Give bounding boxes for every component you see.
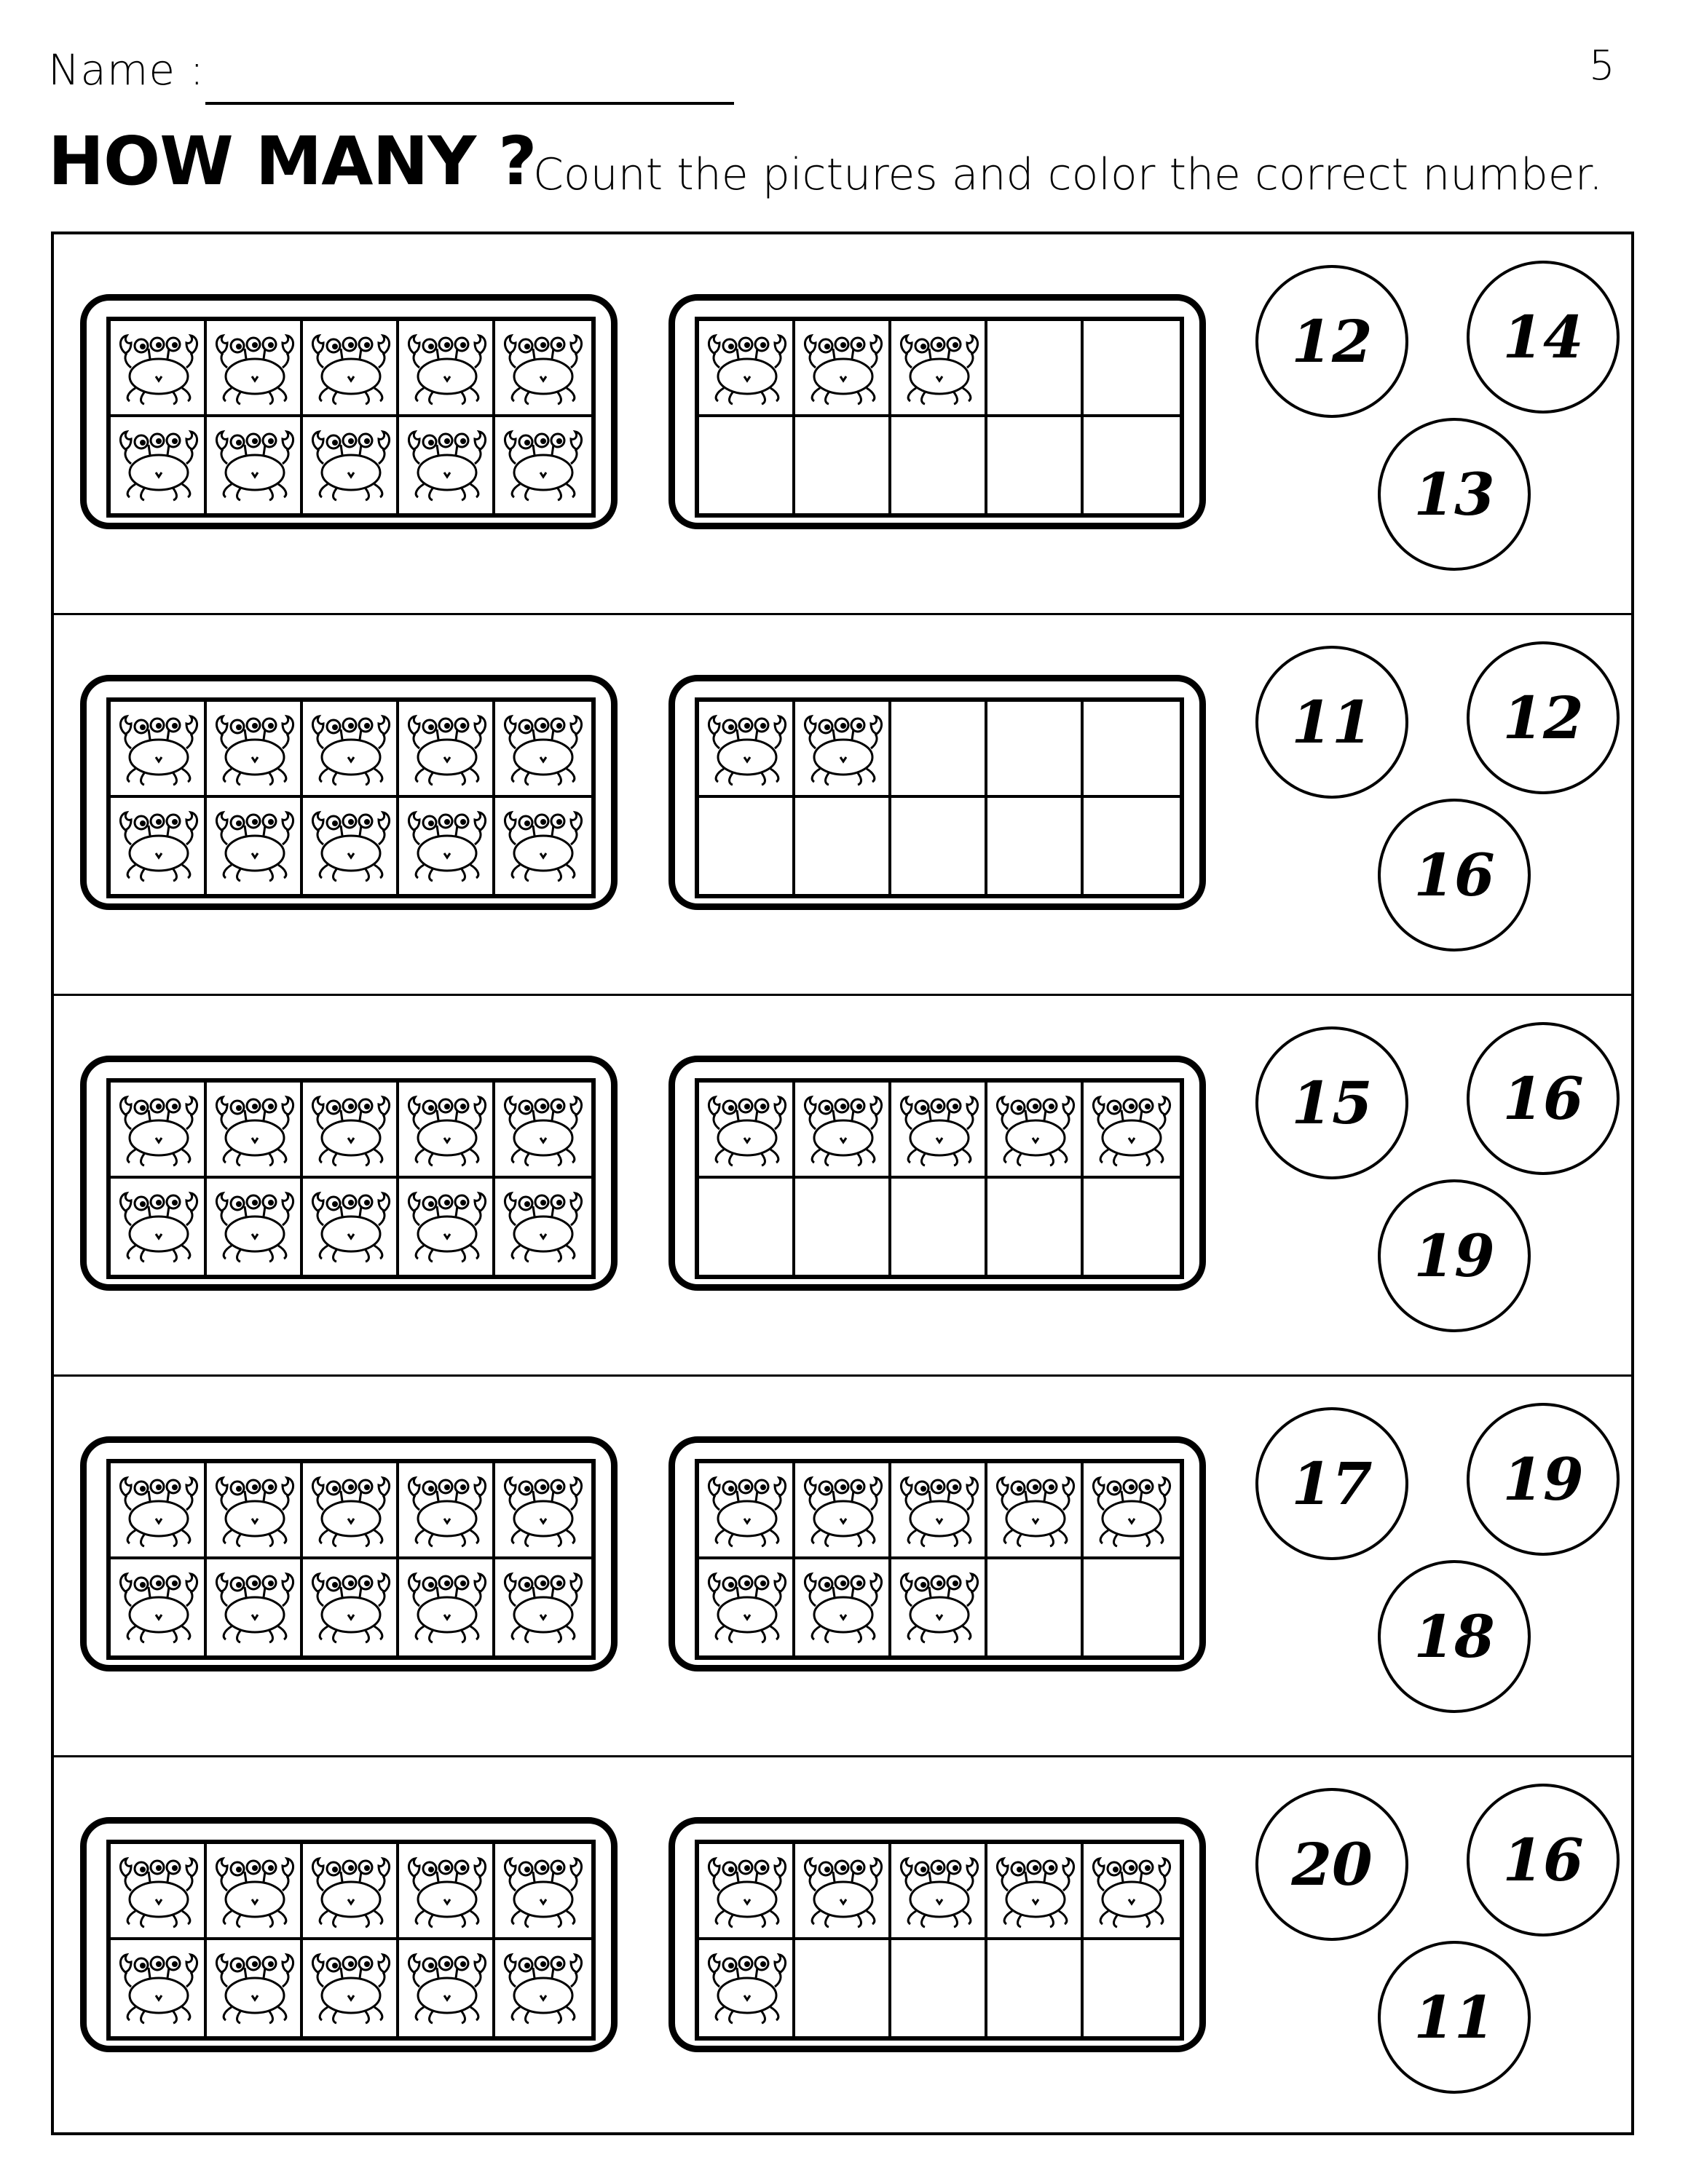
ten-frame-cell — [495, 1559, 591, 1655]
ten-frame-cell — [1084, 1940, 1180, 2036]
ten-frame-cell — [303, 1559, 399, 1655]
crab-icon — [500, 1090, 587, 1171]
crab-icon — [800, 1567, 887, 1648]
ten-frame-cell — [699, 1083, 795, 1179]
crab-icon — [896, 1851, 983, 1933]
ten-frame-cell — [399, 798, 495, 894]
ten-frame-cell — [207, 798, 303, 894]
crab-icon — [800, 1090, 887, 1171]
ten-frame-cell — [699, 1179, 795, 1275]
ten-frame-cell — [891, 417, 987, 513]
crab-icon — [403, 1090, 491, 1171]
ten-frame-cell — [891, 321, 987, 417]
ten-frame-cell — [699, 1559, 795, 1655]
ten-frame-cell — [111, 1559, 207, 1655]
ten-frame-cell — [495, 702, 591, 798]
crab-icon — [211, 805, 299, 887]
ten-frame-cell — [399, 1559, 495, 1655]
ten-frame-cell — [795, 1083, 891, 1179]
ten-frame-grid — [106, 317, 596, 518]
crab-icon — [800, 709, 887, 791]
crab-icon — [211, 709, 299, 791]
ten-frame-cell — [399, 1463, 495, 1559]
ten-frame-cell — [207, 1559, 303, 1655]
ten-frame-cell — [891, 1844, 987, 1940]
ten-frame-cell — [795, 702, 891, 798]
crab-icon — [1088, 1471, 1175, 1552]
name-label: Name : — [48, 45, 205, 95]
crab-icon — [703, 1851, 791, 1933]
answer-choice[interactable]: 18 — [1378, 1560, 1531, 1713]
crab-icon — [992, 1090, 1079, 1171]
ten-frame-cell — [111, 702, 207, 798]
crab-icon — [403, 1186, 491, 1267]
ten-frame-cell — [987, 1844, 1084, 1940]
ten-frame-cell — [111, 798, 207, 894]
ten-frame-cell — [699, 798, 795, 894]
ten-frame-cell — [891, 798, 987, 894]
crab-icon — [115, 1186, 202, 1267]
answer-choice[interactable]: 11 — [1378, 1941, 1531, 2094]
ten-frame-cell — [207, 1463, 303, 1559]
ten-frame — [669, 1436, 1206, 1671]
crab-icon — [211, 1567, 299, 1648]
ten-frame-cell — [1084, 1463, 1180, 1559]
ten-frame-cell — [399, 321, 495, 417]
ten-frame-cell — [987, 798, 1084, 894]
crab-icon — [211, 424, 299, 506]
ten-frame-cell — [891, 1179, 987, 1275]
crab-icon — [500, 1186, 587, 1267]
ten-frame-cell — [891, 1559, 987, 1655]
ten-frame-cell — [795, 1559, 891, 1655]
ten-frame-cell — [111, 1940, 207, 2036]
ten-frame-cell — [495, 417, 591, 513]
ten-frame-cell — [495, 1083, 591, 1179]
crab-icon — [115, 1471, 202, 1552]
ten-frame-cell — [303, 321, 399, 417]
ten-frame — [669, 294, 1206, 529]
crab-icon — [115, 424, 202, 506]
ten-frame-cell — [303, 1463, 399, 1559]
crab-icon — [115, 1851, 202, 1933]
ten-frame-cell — [795, 1940, 891, 2036]
ten-frame-cell — [303, 417, 399, 513]
ten-frame-cell — [1084, 321, 1180, 417]
ten-frame-cell — [987, 1179, 1084, 1275]
ten-frame — [80, 294, 618, 529]
ten-frame-cell — [303, 1083, 399, 1179]
ten-frame-cell — [495, 1463, 591, 1559]
ten-frame-cell — [1084, 1559, 1180, 1655]
ten-frame-cell — [987, 702, 1084, 798]
ten-frame-cell — [207, 1844, 303, 1940]
ten-frame-cell — [987, 1083, 1084, 1179]
answer-choice[interactable]: 19 — [1378, 1179, 1531, 1332]
ten-frame-cell — [495, 1179, 591, 1275]
ten-frame-cell — [987, 1463, 1084, 1559]
ten-frame-cell — [795, 1179, 891, 1275]
crab-icon — [307, 1851, 395, 1933]
crab-icon — [800, 1471, 887, 1552]
instruction-text: Count the pictures and color the correct number. — [533, 149, 1603, 200]
crab-icon — [307, 1567, 395, 1648]
crab-icon — [403, 328, 491, 410]
answer-choice[interactable]: 13 — [1378, 418, 1531, 571]
answer-choice[interactable]: 16 — [1378, 799, 1531, 951]
crab-icon — [211, 1947, 299, 2029]
ten-frame-cell — [111, 1179, 207, 1275]
problem-row — [54, 1377, 1631, 1757]
ten-frame-cell — [207, 1940, 303, 2036]
ten-frame-cell — [891, 1463, 987, 1559]
ten-frame-grid — [695, 317, 1184, 518]
crab-icon — [800, 328, 887, 410]
ten-frame-cell — [495, 1940, 591, 2036]
ten-frame-grid — [695, 1078, 1184, 1279]
crab-icon — [500, 1471, 587, 1552]
crab-icon — [500, 424, 587, 506]
ten-frame-cell — [303, 1179, 399, 1275]
answer-choice[interactable]: 16 — [1467, 1022, 1620, 1175]
ten-frame-grid — [106, 1459, 596, 1660]
ten-frame-cell — [987, 1940, 1084, 2036]
crab-icon — [307, 1471, 395, 1552]
crab-icon — [307, 328, 395, 410]
crab-icon — [992, 1471, 1079, 1552]
ten-frame-cell — [303, 1844, 399, 1940]
ten-frame-cell — [699, 321, 795, 417]
ten-frame-cell — [699, 1463, 795, 1559]
ten-frame-cell — [495, 321, 591, 417]
crab-icon — [703, 1567, 791, 1648]
ten-frame-cell — [1084, 798, 1180, 894]
crab-icon — [115, 1090, 202, 1171]
ten-frame-cell — [399, 1083, 495, 1179]
crab-icon — [307, 1186, 395, 1267]
ten-frame — [669, 1056, 1206, 1291]
ten-frame-grid — [695, 697, 1184, 898]
crab-icon — [115, 328, 202, 410]
crab-icon — [307, 1090, 395, 1171]
ten-frame-cell — [699, 1940, 795, 2036]
ten-frame-cell — [1084, 1844, 1180, 1940]
ten-frame-cell — [987, 1559, 1084, 1655]
ten-frame-cell — [303, 798, 399, 894]
answer-choice[interactable]: 11 — [1255, 646, 1408, 799]
crab-icon — [307, 424, 395, 506]
answer-choice[interactable]: 14 — [1467, 261, 1620, 414]
ten-frame-cell — [399, 702, 495, 798]
ten-frame-cell — [303, 702, 399, 798]
ten-frame-cell — [1084, 1083, 1180, 1179]
answer-choice[interactable]: 12 — [1467, 641, 1620, 794]
crab-icon — [403, 1567, 491, 1648]
crab-icon — [500, 1567, 587, 1648]
ten-frame — [669, 1817, 1206, 2052]
problem-row — [54, 234, 1631, 615]
ten-frame-cell — [111, 417, 207, 513]
crab-icon — [211, 1471, 299, 1552]
crab-icon — [403, 1471, 491, 1552]
crab-icon — [992, 1851, 1079, 1933]
crab-icon — [115, 709, 202, 791]
ten-frame-cell — [207, 702, 303, 798]
ten-frame-cell — [111, 1844, 207, 1940]
ten-frame — [80, 1056, 618, 1291]
ten-frame-cell — [795, 417, 891, 513]
ten-frame-cell — [111, 1463, 207, 1559]
crab-icon — [115, 1947, 202, 2029]
crab-icon — [703, 328, 791, 410]
crab-icon — [211, 1186, 299, 1267]
ten-frame-cell — [207, 417, 303, 513]
ten-frame-cell — [891, 1083, 987, 1179]
crab-icon — [115, 1567, 202, 1648]
ten-frame-cell — [399, 417, 495, 513]
answer-choice[interactable]: 19 — [1467, 1403, 1620, 1556]
crab-icon — [896, 1567, 983, 1648]
ten-frame-grid — [106, 697, 596, 898]
crab-icon — [500, 1851, 587, 1933]
crab-icon — [896, 328, 983, 410]
crab-icon — [403, 1947, 491, 2029]
ten-frame-grid — [106, 1078, 596, 1279]
crab-icon — [211, 1090, 299, 1171]
crab-icon — [703, 709, 791, 791]
crab-icon — [500, 328, 587, 410]
crab-icon — [703, 1471, 791, 1552]
ten-frame-cell — [495, 798, 591, 894]
crab-icon — [1088, 1090, 1175, 1171]
ten-frame-cell — [987, 417, 1084, 513]
ten-frame-cell — [699, 1844, 795, 1940]
ten-frame-cell — [207, 1083, 303, 1179]
problem-row — [54, 1757, 1631, 2138]
crab-icon — [403, 805, 491, 887]
crab-icon — [500, 1947, 587, 2029]
ten-frame-cell — [399, 1179, 495, 1275]
answer-choice[interactable]: 20 — [1255, 1788, 1408, 1941]
crab-icon — [307, 709, 395, 791]
answer-choice[interactable]: 15 — [1255, 1026, 1408, 1179]
ten-frame-cell — [111, 1083, 207, 1179]
ten-frame-cell — [891, 1940, 987, 2036]
problem-row — [54, 996, 1631, 1377]
ten-frame-cell — [795, 1463, 891, 1559]
crab-icon — [115, 805, 202, 887]
ten-frame-cell — [1084, 417, 1180, 513]
answer-choice[interactable]: 16 — [1467, 1784, 1620, 1936]
ten-frame-cell — [207, 1179, 303, 1275]
ten-frame — [80, 1436, 618, 1671]
crab-icon — [307, 805, 395, 887]
crab-icon — [800, 1851, 887, 1933]
ten-frame-cell — [987, 321, 1084, 417]
worksheet — [51, 232, 1634, 2135]
ten-frame-cell — [699, 417, 795, 513]
crab-icon — [703, 1947, 791, 2029]
ten-frame-cell — [795, 1844, 891, 1940]
ten-frame-cell — [795, 798, 891, 894]
crab-icon — [403, 1851, 491, 1933]
answer-choice[interactable]: 12 — [1255, 265, 1408, 418]
ten-frame-grid — [106, 1840, 596, 2041]
ten-frame-cell — [891, 702, 987, 798]
ten-frame-cell — [207, 321, 303, 417]
problem-row — [54, 615, 1631, 996]
name-line[interactable] — [205, 102, 734, 105]
crab-icon — [307, 1947, 395, 2029]
ten-frame — [669, 675, 1206, 910]
ten-frame-cell — [1084, 702, 1180, 798]
ten-frame — [80, 1817, 618, 2052]
ten-frame-cell — [699, 702, 795, 798]
ten-frame-grid — [695, 1840, 1184, 2041]
crab-icon — [703, 1090, 791, 1171]
crab-icon — [211, 1851, 299, 1933]
crab-icon — [500, 805, 587, 887]
ten-frame-grid — [695, 1459, 1184, 1660]
ten-frame-cell — [1084, 1179, 1180, 1275]
ten-frame-cell — [399, 1844, 495, 1940]
page-number: 5 — [1589, 42, 1615, 90]
ten-frame-cell — [399, 1940, 495, 2036]
ten-frame-cell — [303, 1940, 399, 2036]
crab-icon — [500, 709, 587, 791]
crab-icon — [403, 709, 491, 791]
crab-icon — [1088, 1851, 1175, 1933]
crab-icon — [896, 1471, 983, 1552]
ten-frame-cell — [495, 1844, 591, 1940]
answer-choice[interactable]: 17 — [1255, 1407, 1408, 1560]
ten-frame-cell — [111, 321, 207, 417]
crab-icon — [211, 328, 299, 410]
ten-frame-cell — [795, 321, 891, 417]
ten-frame — [80, 675, 618, 910]
crab-icon — [403, 424, 491, 506]
crab-icon — [896, 1090, 983, 1171]
page-title: HOW MANY ? — [48, 122, 537, 200]
